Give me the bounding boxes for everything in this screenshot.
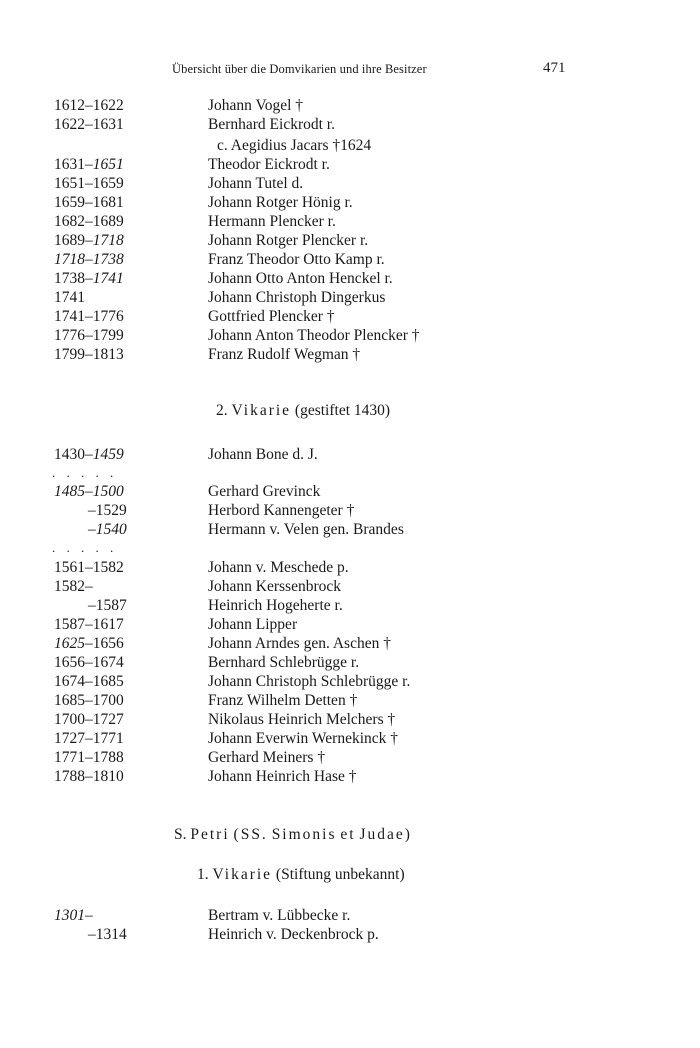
holder-name: Johann Rotger Plencker r.: [208, 232, 369, 249]
heading-number: 1.: [197, 866, 209, 883]
holder-name: Heinrich v. Deckenbrock p.: [208, 926, 379, 943]
date-range: 1799–1813: [54, 346, 124, 363]
list-item: [0, 115, 700, 135]
holder-name: Johann Heinrich Hase †: [208, 768, 357, 785]
holder-name: Johann v. Meschede p.: [208, 559, 349, 576]
date-range: –1314: [88, 926, 127, 943]
heading-part: et: [340, 826, 356, 843]
list-item: [0, 96, 700, 116]
date-range: 1741–1776: [54, 308, 124, 325]
date-range: 1718–1738: [54, 251, 124, 268]
date-range: [88, 520, 127, 540]
heading-part: Judae): [359, 826, 412, 843]
date-range: –1529: [88, 502, 127, 519]
list-item: [0, 482, 700, 502]
list-item: [0, 501, 700, 521]
holder-name: Bernhard Eickrodt r.: [208, 116, 335, 133]
list-item: [0, 174, 700, 194]
date-start-italic: 1301: [54, 907, 85, 924]
list-item: [0, 767, 700, 787]
date-range: 1561–1582: [54, 559, 124, 576]
date-end: –1656: [85, 635, 124, 652]
holder-note: c. Aegidius Jacars †1624: [217, 137, 372, 154]
date-range: 1622–1631: [54, 116, 124, 133]
holder-name: Johann Lipper: [208, 616, 298, 633]
holder-name: Gerhard Meiners †: [208, 749, 326, 766]
holder-name: Nikolaus Heinrich Melchers †: [208, 711, 396, 728]
ellipsis-dots: . . . . .: [52, 465, 118, 480]
heading-word: Vikarie: [212, 866, 273, 883]
holder-name: Johann Christoph Dingerkus: [208, 289, 386, 306]
date-range: 1587–1617: [54, 616, 124, 633]
heading-part: (SS.: [233, 826, 268, 843]
date-start-italic: 1625: [54, 635, 85, 652]
holder-name: Johann Rotger Hönig r.: [208, 194, 353, 211]
list-item: [0, 269, 700, 289]
list-item: [0, 193, 700, 213]
ellipsis-dots: . . . . .: [52, 540, 118, 555]
list-item: [0, 710, 700, 730]
date-end-italic: 1651: [92, 156, 124, 173]
heading-number: 2.: [216, 402, 228, 419]
date-range: 1685–1700: [54, 692, 124, 709]
holder-name: Franz Theodor Otto Kamp r.: [208, 251, 385, 268]
church-heading: [174, 826, 412, 844]
date-range: 1682–1689: [54, 213, 124, 230]
date-start: 1631–: [54, 156, 93, 173]
date-range: [54, 231, 124, 251]
list-item: [0, 250, 700, 270]
running-header: Übersicht über die Domvikarien und ihre Besitzer: [172, 62, 427, 76]
date-start: 1738–: [54, 270, 93, 287]
list-item: [0, 212, 700, 232]
heading-part: Petri: [190, 826, 230, 843]
date-end-italic: 1459: [92, 446, 124, 463]
list-item: [0, 653, 700, 673]
holder-name: Johann Kerssenbrock: [208, 578, 342, 595]
date-range: 1727–1771: [54, 730, 124, 747]
date-dash: –: [85, 907, 93, 924]
heading-word: Vikarie: [231, 402, 292, 419]
heading-note: (Stiftung unbekannt): [275, 866, 405, 883]
list-item: [0, 288, 700, 308]
date-range: 1651–1659: [54, 175, 124, 192]
holder-name: Johann Tutel d.: [208, 175, 304, 192]
date-range: 1582–: [54, 578, 93, 595]
date-range: 1612–1622: [54, 97, 124, 114]
list-item: [0, 596, 700, 616]
holder-name: Gottfried Plencker †: [208, 308, 335, 325]
heading-part: S.: [174, 826, 187, 843]
list-item: [0, 307, 700, 327]
holder-name: Bernhard Schlebrügge r.: [208, 654, 360, 671]
date-range: [54, 269, 124, 289]
holder-name: Heinrich Hogeherte r.: [208, 597, 343, 614]
date-range: 1788–1810: [54, 768, 124, 785]
list-item: [0, 155, 700, 175]
holder-name: Johann Bone d. J.: [208, 446, 318, 463]
date-start: 1689–: [54, 232, 93, 249]
date-start: –: [88, 521, 96, 538]
holder-name: Johann Christoph Schlebrügge r.: [208, 673, 411, 690]
holder-name: Franz Wilhelm Detten †: [208, 692, 358, 709]
date-range: 1700–1727: [54, 711, 124, 728]
date-range: 1776–1799: [54, 327, 124, 344]
page-number: 471: [543, 60, 566, 76]
heading-note: (gestiftet 1430): [294, 402, 391, 419]
date-range: 1485–1500: [54, 483, 124, 500]
list-item: [0, 326, 700, 346]
list-item: [0, 445, 700, 465]
list-item: [0, 577, 700, 597]
holder-name: Hermann Plencker r.: [208, 213, 336, 230]
date-range: [54, 155, 124, 175]
section-heading: [216, 402, 390, 420]
date-range: 1656–1674: [54, 654, 124, 671]
list-item: [0, 558, 700, 578]
list-item: [0, 729, 700, 749]
holder-name: Gerhard Grevinck: [208, 483, 321, 500]
date-start: 1430–: [54, 446, 93, 463]
date-range: 1771–1788: [54, 749, 124, 766]
list-item: [0, 906, 700, 926]
list-item: [0, 748, 700, 768]
holder-name: Johann Otto Anton Henckel r.: [208, 270, 393, 287]
holder-name: Johann Anton Theodor Plencker †: [208, 327, 420, 344]
date-range: –1587: [88, 597, 127, 614]
list-item: [0, 520, 700, 540]
holder-name: Bertram v. Lübbecke r.: [208, 907, 351, 924]
date-range: [54, 906, 93, 926]
holder-name: Johann Everwin Wernekinck †: [208, 730, 399, 747]
holder-name: Johann Arndes gen. Aschen †: [208, 635, 391, 652]
holder-name: Hermann v. Velen gen. Brandes: [208, 521, 404, 538]
date-end-italic: 1718: [92, 232, 124, 249]
holder-name: Franz Rudolf Wegman †: [208, 346, 361, 363]
list-item: [0, 925, 700, 945]
heading-part: Simonis: [271, 826, 337, 843]
date-range: [54, 445, 124, 465]
list-item: [0, 136, 700, 156]
holder-name: Herbord Kannengeter †: [208, 502, 355, 519]
list-item: [0, 634, 700, 654]
date-range: 1674–1685: [54, 673, 124, 690]
date-end-italic: 1540: [95, 521, 127, 538]
date-end-italic: 1741: [92, 270, 124, 287]
list-item: [0, 615, 700, 635]
list-item: [0, 672, 700, 692]
holder-name: Theodor Eickrodt r.: [208, 156, 330, 173]
list-item: [0, 231, 700, 251]
date-range: 1741: [54, 289, 85, 306]
date-range: [54, 634, 124, 654]
list-item: [0, 691, 700, 711]
date-range: 1659–1681: [54, 194, 124, 211]
list-item: [0, 345, 700, 365]
section-heading: [197, 866, 405, 884]
holder-name: Johann Vogel †: [208, 97, 304, 114]
